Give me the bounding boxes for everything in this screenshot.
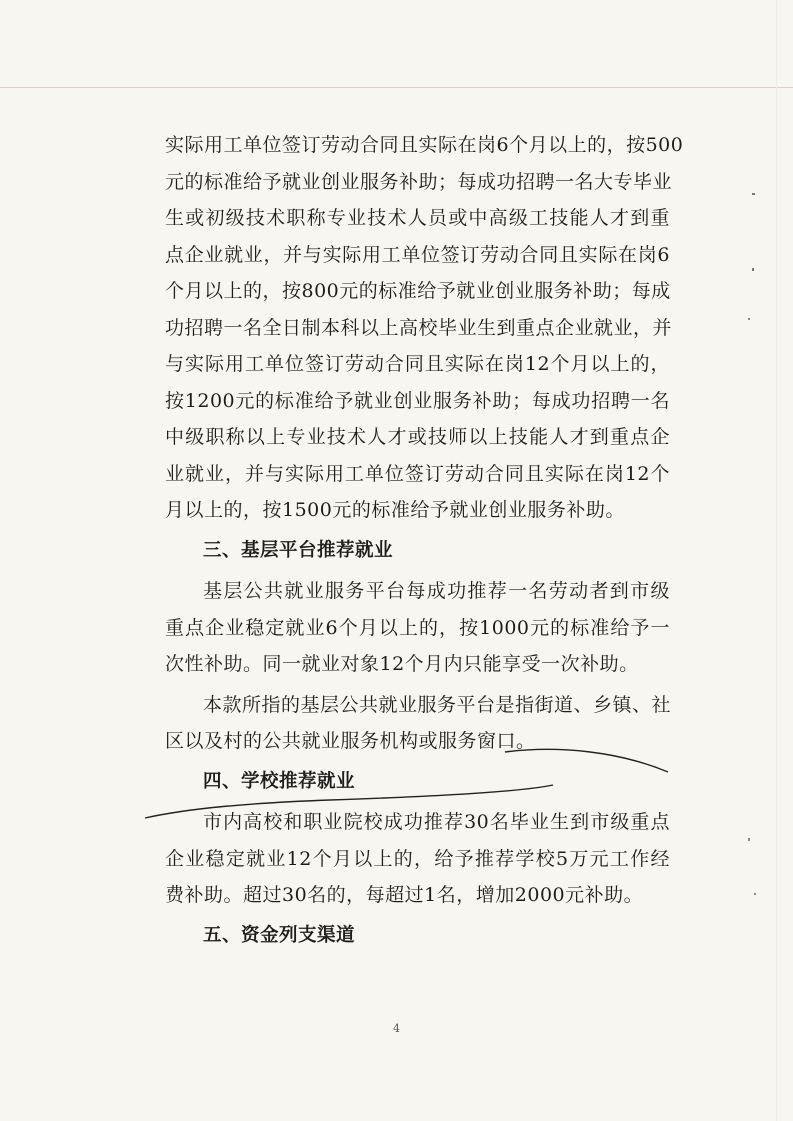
text-line: 企业稳定就业12个月以上的，给予推荐学校5万元工作经: [165, 847, 670, 870]
text-line: 本款所指的基层公共就业服务平台是指街道、乡镇、社: [203, 693, 672, 716]
text-line: 实际用工单位签订劳动合同且实际在岗6个月以上的，按500: [165, 134, 684, 156]
text-line: 重点企业稳定就业6个月以上的，按1000元的标准给予一: [165, 616, 670, 639]
text-line: 区以及村的公共就业服务机构或服务窗口。: [165, 730, 536, 752]
text-line: 月以上的，按1500元的标准给予就业创业服务补助。: [165, 499, 625, 521]
text-line: 中级职称以上专业技术人才或技师以上技能人才到重点企: [165, 426, 670, 448]
section-heading-4: 四、学校推荐就业: [203, 770, 356, 792]
text-line: 元的标准给予就业创业服务补助；每成功招聘一名大专毕业: [165, 170, 673, 193]
text-line: 功招聘一名全日制本科以上高校毕业生到重点企业就业，并: [165, 316, 673, 339]
text-line: 个月以上的，按800元的标准给予就业创业服务补助；每成: [165, 280, 671, 302]
text-line: 与实际用工单位签订劳动合同且实际在岗12个月以上的，: [165, 353, 670, 375]
text-line: 市内高校和职业院校成功推荐30名毕业生到市级重点: [203, 811, 670, 833]
text-line: 基层公共就业服务平台每成功推荐一名劳动者到市级: [203, 580, 670, 602]
page-number: 4: [393, 1022, 400, 1035]
text-line: 生或初级技术职称专业技术人员或中高级工技能人才到重: [165, 207, 670, 229]
section-heading-3: 三、基层平台推荐就业: [203, 539, 394, 561]
text-line: 按1200元的标准给予就业创业服务补助；每成功招聘一名: [165, 389, 670, 412]
text-line: 业就业，并与实际用工单位签订劳动合同且实际在岗12个: [165, 462, 670, 485]
text-line: 点企业就业，并与实际用工单位签订劳动合同且实际在岗6: [165, 243, 670, 266]
text-line: 次性补助。同一就业对象12个月内只能享受一次补助。: [165, 653, 639, 675]
text-line: 费补助。超过30名的，每超过1名，增加2000元补助。: [165, 884, 644, 906]
section-heading-5: 五、资金列支渠道: [203, 924, 356, 946]
